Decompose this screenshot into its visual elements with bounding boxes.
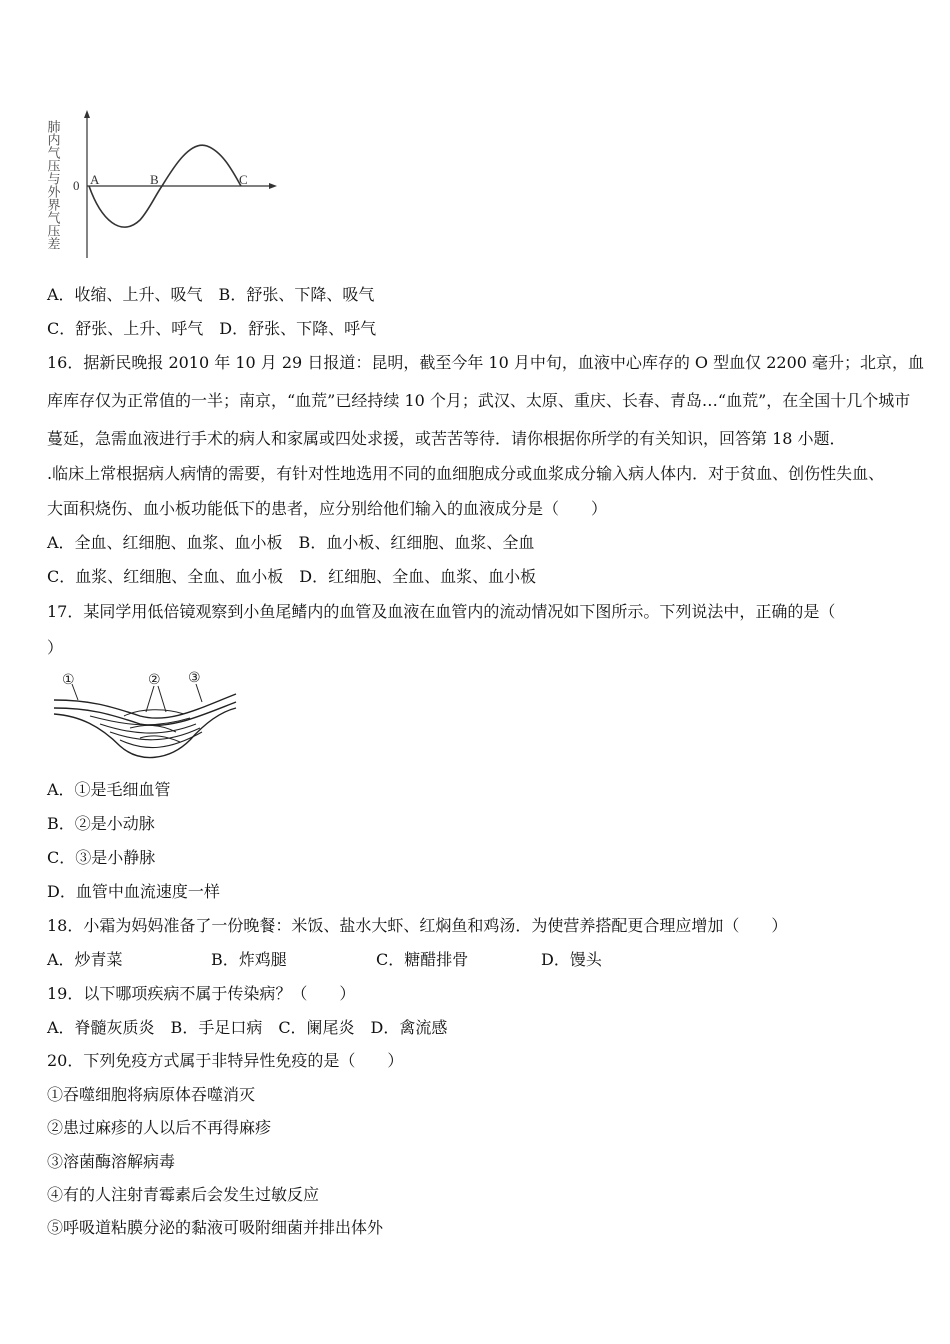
q20-item-3: ③溶菌酶溶解病毒 xyxy=(47,1152,176,1171)
q17-stem-1: 17．某同学用低倍镜观察到小鱼尾鳍内的血管及血液在血管内的流动情况如下图所示。下列说法中，正确的是（ xyxy=(47,602,836,621)
q18-option-a: A．炒青菜 xyxy=(47,950,123,969)
graph-zero-label: 0 xyxy=(73,178,80,193)
q20-item-1: ①吞噬细胞将病原体吞噬消灭 xyxy=(47,1085,256,1104)
graph-point-b: B xyxy=(150,172,159,187)
q16-stem-3: 蔓延，急需血液进行手术的病人和家属或四处求援，或苦苦等待．请你根据你所学的有关知识，回答第 18 小题． xyxy=(47,429,846,448)
graph-point-a: A xyxy=(90,172,100,187)
q15-options-1: A．收缩、上升、吸气 B．舒张、下降、吸气 xyxy=(47,285,375,304)
q18-option-c: C．糖醋排骨 xyxy=(376,950,469,969)
graph-ylabel xyxy=(46,119,61,250)
q19-options: A．脊髓灰质炎 B．手足口病 C．阑尾炎 D．禽流感 xyxy=(47,1018,448,1037)
vessel-label-3: ③ xyxy=(188,670,201,686)
blood-vessel-figure xyxy=(50,668,240,768)
pressure-graph xyxy=(45,110,285,262)
q19-stem: 19．以下哪项疾病不属于传染病？（ ） xyxy=(47,984,356,1003)
q16-options-2: C．血浆、红细胞、全血、血小板 D．红细胞、全血、血浆、血小板 xyxy=(47,567,537,586)
x-axis-arrow xyxy=(269,183,277,189)
q16-stem-1: 16．据新民晚报 2010 年 10 月 29 日报道：昆明，截至今年 10 月中旬，血液中心库存的 O 型血仅 2200 毫升；北京，血 xyxy=(47,353,925,372)
y-axis-arrow xyxy=(84,110,90,118)
q17-option-d: D．血管中血流速度一样 xyxy=(47,882,220,901)
q18-option-b: B．炸鸡腿 xyxy=(211,950,287,969)
capillary-3 xyxy=(110,728,200,740)
q17-option-b: B．②是小动脉 xyxy=(47,814,155,833)
q17-option-c: C．③是小静脉 xyxy=(47,848,156,867)
label-2-pointer-b xyxy=(158,686,166,712)
q18-option-d: D．馒头 xyxy=(541,950,602,969)
label-3-pointer xyxy=(196,684,202,702)
graph-ylabel-text: 肺内气压与外界气压差 xyxy=(45,120,61,250)
q17-stem-2: ） xyxy=(47,638,64,657)
q20-stem: 20．下列免疫方式属于非特异性免疫的是（ ） xyxy=(47,1051,404,1070)
q16-stem-2: 库库存仅为正常值的一半；南京，“血荒”已经持续 10 个月；武汉、太原、重庆、长春、青岛…“血荒”，在全国十几个城市 xyxy=(47,391,911,410)
capillary-7 xyxy=(124,710,184,716)
q20-item-2: ②患过麻疹的人以后不再得麻疹 xyxy=(47,1118,272,1137)
q20-item-5: ⑤呼吸道粘膜分泌的黏液可吸附细菌并排出体外 xyxy=(47,1218,384,1237)
vessel-label-2: ② xyxy=(148,672,161,688)
q16-stem-5: 大面积烧伤、血小板功能低下的患者，应分别给他们输入的血液成分是（ ） xyxy=(47,499,608,518)
q15-options-2: C．舒张、上升、呼气 D．舒张、下降、呼气 xyxy=(47,319,377,338)
q16-options-1: A．全血、红细胞、血浆、血小板 B．血小板、红细胞、血浆、全血 xyxy=(47,533,535,552)
label-2-pointer-a xyxy=(146,686,154,712)
graph-point-c: C xyxy=(239,172,248,187)
q16-stem-4: .临床上常根据病人病情的需要，有针对性地选用不同的血细胞成分或血浆成分输入病人体内．对于贫血、创伤性失血、 xyxy=(47,464,885,483)
q17-option-a: A．①是毛细血管 xyxy=(47,780,171,799)
q18-stem: 18．小霜为妈妈准备了一份晚餐：米饭、盐水大虾、红焖鱼和鸡汤．为使营养搭配更合理应增加（ ） xyxy=(47,916,788,935)
vessel-top-1 xyxy=(54,694,236,718)
q20-item-4: ④有的人注射青霉素后会发生过敏反应 xyxy=(47,1185,320,1204)
vessel-label-1: ① xyxy=(62,672,75,688)
